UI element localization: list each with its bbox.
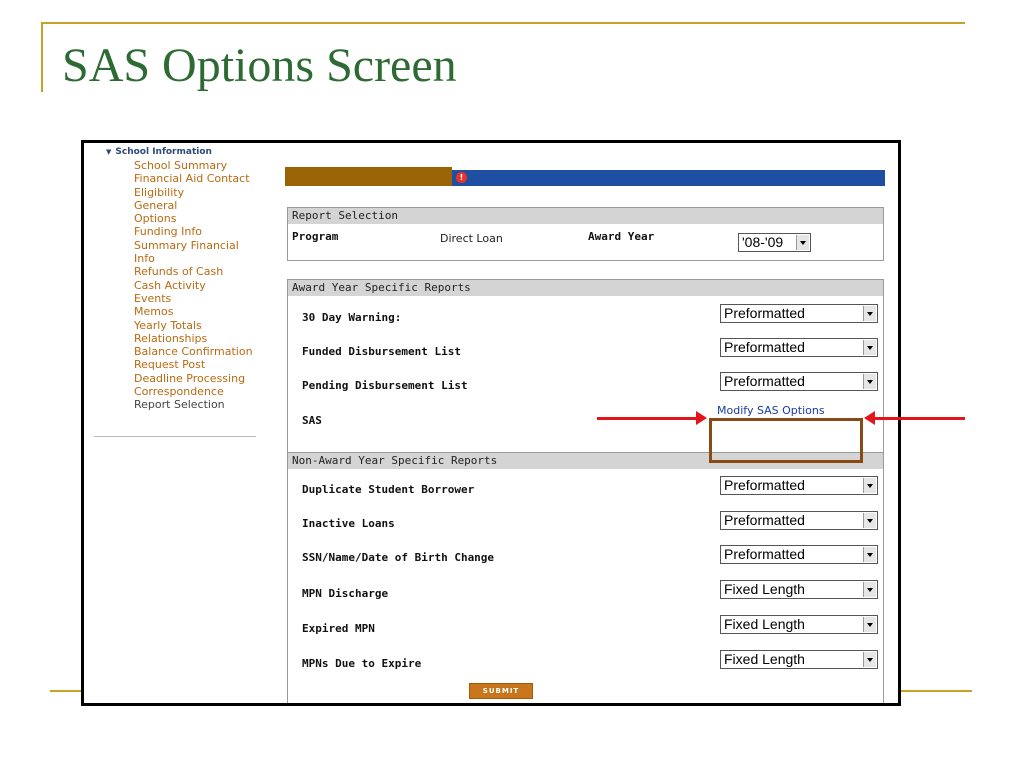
non-award-year-reports-title: Non-Award Year Specific Reports xyxy=(288,453,883,469)
slide-accent-top-line xyxy=(41,22,965,24)
report-label-pending-disbursement-list: Pending Disbursement List xyxy=(302,379,468,392)
sidebar-item-request-post[interactable]: Request Post xyxy=(134,358,206,372)
modify-sas-options-link[interactable]: Modify SAS Options xyxy=(717,404,825,417)
format-select-value: Preformatted xyxy=(724,339,805,355)
sidebar-item-balance-confirmation[interactable]: Balance Confirmation xyxy=(134,345,253,359)
award-year-reports-title: Award Year Specific Reports xyxy=(288,280,883,296)
slide-title: SAS Options Screen xyxy=(62,39,457,92)
expand-triangle-icon: ▼ xyxy=(106,148,112,156)
sidebar-header-label: School Information xyxy=(115,147,212,157)
format-select-value: Preformatted xyxy=(724,373,805,389)
format-select-value: Preformatted xyxy=(724,477,805,493)
chevron-down-icon xyxy=(863,617,876,632)
sidebar-divider xyxy=(94,436,256,437)
sidebar-item-report-selection[interactable]: Report Selection xyxy=(134,398,225,412)
sidebar-item-memos[interactable]: Memos xyxy=(134,305,174,319)
format-select-duplicate-student-borrower[interactable] xyxy=(720,476,878,495)
chevron-down-icon xyxy=(796,235,809,250)
sidebar-item-deadline-processing[interactable]: Deadline Processing xyxy=(134,371,246,385)
chevron-down-icon xyxy=(863,374,876,389)
format-select-inactive-loans[interactable] xyxy=(720,511,878,530)
modify-sas-options-highlight xyxy=(709,418,863,463)
sidebar-item-correspondence[interactable]: Correspondence xyxy=(134,385,224,399)
report-label-expired-mpn: Expired MPN xyxy=(302,622,375,635)
sidebar-item-events[interactable]: Events xyxy=(134,291,172,305)
chevron-down-icon xyxy=(863,652,876,667)
report-label-funded-disbursement-list: Funded Disbursement List xyxy=(302,345,461,358)
sidebar-item-options[interactable]: Options xyxy=(134,212,177,226)
sidebar-item-financial-aid-contact[interactable]: Financial Aid Contact xyxy=(134,172,250,186)
sidebar-item-cash-activity[interactable]: Cash Activity xyxy=(134,278,206,292)
format-select-value: Preformatted xyxy=(724,512,805,528)
sidebar-item-refunds-of-cash[interactable]: Refunds of Cash xyxy=(134,265,224,279)
report-label-30-day-warning: 30 Day Warning: xyxy=(302,311,402,324)
sidebar-item-funding-info[interactable]: Funding Info xyxy=(134,225,202,239)
award-year-label: Award Year xyxy=(588,230,655,243)
callout-arrow-right-pointing-icon xyxy=(696,411,707,425)
format-select-funded-disbursement-list[interactable] xyxy=(720,338,878,357)
slide-accent-bottom-line-left xyxy=(50,690,82,692)
chevron-down-icon xyxy=(863,513,876,528)
report-label-mpns-due-to-expire: MPNs Due to Expire xyxy=(302,657,422,670)
format-select-value: Preformatted xyxy=(724,546,805,562)
format-select-value: Fixed Length xyxy=(724,616,805,632)
sidebar-header[interactable] xyxy=(106,147,212,157)
non-award-year-reports-panel xyxy=(287,452,884,706)
report-label-duplicate-student-borrower: Duplicate Student Borrower xyxy=(302,483,475,496)
sidebar-item-school-summary[interactable]: School Summary xyxy=(134,159,228,172)
report-label-ssn-name-dob-change: SSN/Name/Date of Birth Change xyxy=(302,551,495,564)
chevron-down-icon xyxy=(863,547,876,562)
chevron-down-icon xyxy=(863,340,876,355)
format-select-expired-mpn[interactable] xyxy=(720,615,878,634)
format-select-mpns-due-to-expire[interactable] xyxy=(720,650,878,669)
chevron-down-icon xyxy=(863,478,876,493)
program-label: Program xyxy=(292,230,339,243)
sidebar-item-general[interactable]: General xyxy=(134,198,178,212)
redacted-header-block xyxy=(285,167,452,186)
format-select-value: Preformatted xyxy=(724,305,805,321)
slide-accent-bottom-line-right xyxy=(900,690,972,692)
format-select-mpn-discharge[interactable] xyxy=(720,580,878,599)
report-label-mpn-discharge: MPN Discharge xyxy=(302,587,389,600)
alert-icon[interactable]: ! xyxy=(456,172,467,183)
chevron-down-icon xyxy=(863,582,876,597)
sidebar-item-summary-financial[interactable]: Summary Financial xyxy=(134,238,239,252)
award-year-select-value: '08-'09 xyxy=(742,234,784,250)
format-select-30-day-warning[interactable] xyxy=(720,304,878,323)
report-label-sas: SAS xyxy=(302,414,322,427)
slide-accent-vertical-line xyxy=(41,22,43,92)
callout-arrow-left-shaft xyxy=(597,417,697,420)
award-year-select[interactable] xyxy=(738,233,811,252)
program-value: Direct Loan xyxy=(440,232,503,245)
format-select-value: Fixed Length xyxy=(724,651,805,667)
submit-button[interactable]: SUBMIT xyxy=(469,683,533,699)
format-select-value: Fixed Length xyxy=(724,581,805,597)
sidebar-item-eligibility[interactable]: Eligibility xyxy=(134,185,185,199)
format-select-pending-disbursement-list[interactable] xyxy=(720,372,878,391)
callout-arrow-right-shaft xyxy=(874,417,965,420)
report-selection-panel xyxy=(287,207,884,261)
screenshot-frame xyxy=(81,140,901,706)
chevron-down-icon xyxy=(863,306,876,321)
format-select-ssn-name-dob-change[interactable] xyxy=(720,545,878,564)
report-label-inactive-loans: Inactive Loans xyxy=(302,517,395,530)
report-selection-title: Report Selection xyxy=(288,208,883,224)
sidebar-item-summary-financial-info[interactable]: Info xyxy=(134,252,155,266)
sidebar-list xyxy=(134,159,253,412)
callout-arrow-left-pointing-icon xyxy=(864,411,875,425)
sidebar-item-yearly-totals[interactable]: Yearly Totals xyxy=(134,318,202,332)
sidebar-item-relationships[interactable]: Relationships xyxy=(134,331,208,345)
